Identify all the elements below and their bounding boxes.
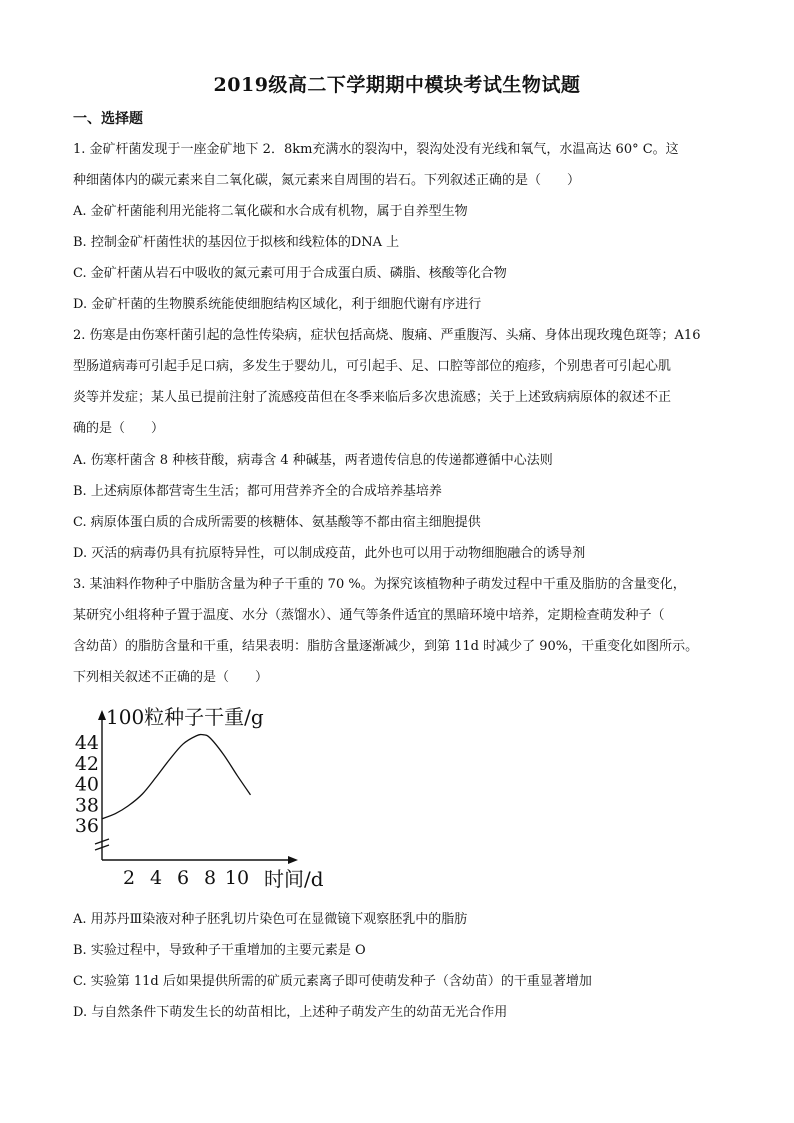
q1-option-a: A. 金矿杆菌能利用光能将二氧化碳和水合成有机物，属于自养型生物 [73,204,468,219]
y-tick-label: 44 [74,732,99,754]
x-tick-label: 10 [224,867,250,889]
q2-option-a: A. 伤寒杆菌含 8 种核苷酸，病毒含 4 种碱基，两者遗传信息的传递都遵循中心法则 [73,453,553,468]
chart-axes [95,710,298,864]
y-tick-label: 40 [74,773,99,796]
x-tick-label: 4 [149,867,163,889]
q2-stem-line-2: 型肠道病毒可引起手足口病，多发生于婴幼儿，可引起手、足、口腔等部位的疱疹，个别患者可引起心肌 [73,359,672,374]
q3-option-d: D. 与自然条件下萌发生长的幼苗相比，上述种子萌发产生的幼苗无光合作用 [73,1005,508,1020]
q3-option-a: A. 用苏丹Ⅲ染液对种子胚乳切片染色可在显微镜下观察胚乳中的脂肪 [73,912,468,927]
dry-weight-line-chart [74,700,340,900]
q2-stem-line-4: 确的是（ ） [73,421,165,436]
q1-option-d: D. 金矿杆菌的生物膜系统能使细胞结构区域化，利于细胞代谢有序进行 [73,297,482,312]
section-heading: 一、选择题 [73,111,143,127]
x-tick-label: 2 [122,867,136,889]
q1-option-b: B. 控制金矿杆菌性状的基因位于拟核和线粒体的DNA 上 [73,235,400,250]
q2-option-c: C. 病原体蛋白质的合成所需要的核糖体、氨基酸等不都由宿主细胞提供 [73,515,481,530]
chart-tick-labels [75,732,249,889]
q1-stem-line-1: 1. 金矿杆菌发现于一座金矿地下 2．8km充满水的裂沟中，裂沟处没有光线和氧气，水温高达 60° C。这 [73,142,679,157]
q2-stem-line-1: 2. 伤寒是由伤寒杆菌引起的急性传染病，症状包括高烧、腹痛、严重腹泻、头痛、身体出现玫瑰色斑等；A16 [73,328,701,343]
q1-option-c: C. 金矿杆菌从岩石中吸收的氮元素可用于合成蛋白质、磷脂、核酸等化合物 [73,266,507,281]
q3-option-c: C. 实验第 11d 后如果提供所需的矿质元素离子即可使萌发种子（含幼苗）的干重显著增加 [73,974,592,989]
chart-y-axis-label: 100粒种子干重/g [106,705,264,729]
chart-series [102,735,251,819]
chart-x-axis-label: 时间/d [264,867,324,891]
q2-option-d: D. 灭活的病毒仍具有抗原特异性，可以制成疫苗，此外也可以用于动物细胞融合的诱导剂 [73,546,586,561]
x-tick-label: 6 [176,867,190,889]
x-axis-arrow [288,856,298,864]
y-tick-label: 42 [74,752,99,775]
y-axis-arrow [98,710,106,720]
page-title: 2019级高二下学期期中模块考试生物试题 [213,74,581,96]
y-tick-label: 38 [74,794,99,817]
q3-stem-line-4: 下列相关叙述不正确的是（ ） [73,670,269,685]
x-tick-label: 8 [203,867,217,889]
q3-stem-line-2: 某研究小组将种子置于温度、水分（蒸馏水）、通气等条件适宜的黑暗环境中培养，定期检查萌发种子（ [73,608,665,623]
q1-stem-line-2: 种细菌体内的碳元素来自二氧化碳，氮元素来自周围的岩石。下列叙述正确的是（ ） [73,173,581,188]
q3-stem-line-3: 含幼苗）的脂肪含量和干重，结果表明：脂肪含量逐渐减少，到第 11d 时减少了 90%，干重变化如图所示。 [73,639,699,654]
dry-weight-curve [102,735,251,819]
q3-stem-line-1: 3. 某油料作物种子中脂肪含量为种子干重的 70 %。为探究该植物种子萌发过程中干重及脂肪的含量变化， [73,577,686,592]
y-tick-label: 36 [74,815,99,837]
q2-option-b: B. 上述病原体都营寄生生活；都可用营养齐全的合成培养基培养 [73,484,442,499]
q2-stem-line-3: 炎等并发症；某人虽已提前注射了流感疫苗但在冬季来临后多次患流感；关于上述致病病原体的叙述不正 [73,390,672,405]
q3-option-b: B. 实验过程中，导致种子干重增加的主要元素是 O [73,943,366,958]
